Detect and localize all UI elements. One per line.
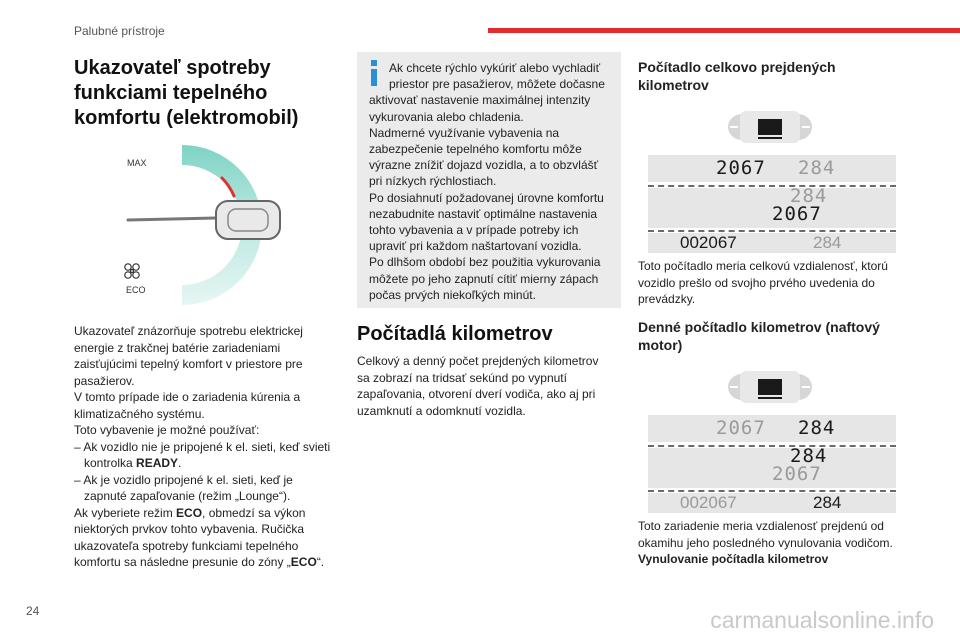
trip-odometer-heading: [638, 318, 898, 354]
odometer-line: uzamknutí a odomknutí vozidla.: [357, 403, 526, 418]
lcd-trip-stacked: 284: [790, 185, 828, 207]
lcd-total: 2067: [716, 417, 766, 439]
info-icon: [367, 60, 381, 86]
thermal-line: – Ak vozidlo nie je pripojené k el. sieti, keď svieti: [74, 439, 331, 454]
lcd-total: 2067: [716, 157, 766, 179]
thermal-line: zapnuté zapaľovanie (režim „Lounge“).: [84, 489, 291, 503]
total-odometer-text: [638, 258, 898, 308]
info-line: priestor pre pasažierov, môžete dočasne: [389, 77, 605, 92]
info-line: nezabudnite nastaviť optimálne nastavenia: [369, 206, 597, 221]
lcd-trip: 284: [798, 417, 836, 439]
trip-line: okamihu jeho posledného vynulovania vodičom.: [638, 535, 893, 550]
odometer-line: Celkový a denný počet prejdených kilometrov: [357, 354, 599, 368]
lcd-total-stacked: 2067: [772, 463, 822, 485]
info-line: Po dlhšom období bez použitia vykurovania: [369, 255, 601, 270]
info-line: výrazne znížiť dojazd vozidla, a to obzvlášť: [369, 158, 599, 173]
fan-icon: [125, 264, 139, 278]
info-line: upraviť pri každom naštartovaní vozidla.: [369, 239, 582, 254]
thermal-line: ukazovateľa spotreby funkciami tepelného: [74, 538, 299, 553]
total-line: Toto počítadlo meria celkovú vzdialenosť, ktorú: [638, 259, 888, 273]
thermal-line: Ukazovateľ znázorňuje spotrebu elektrickej: [74, 324, 303, 338]
thermal-line: kontrolka READY.: [84, 456, 182, 470]
thermal-description: [74, 323, 342, 571]
subheading-line: motor): [638, 337, 683, 353]
watermark: carmanualsonline.info: [710, 607, 934, 633]
gauge-eco-label: ECO: [126, 285, 146, 295]
instrument-cluster-icon: [728, 108, 812, 146]
odometers-section: [357, 322, 621, 419]
thermal-line: energie z trakčnej batérie zariadeniami: [74, 340, 281, 355]
odo-total-digits: 002067: [680, 233, 737, 252]
odo-total-digits: 002067: [680, 493, 737, 512]
thermal-line: Toto vybavenie je možné používať:: [74, 423, 260, 437]
info-line: Ak chcete rýchlo vykúriť alebo vychladiť: [389, 61, 601, 75]
thermal-line: komfortu sa následne presunie do zóny „ECO“.: [74, 555, 325, 569]
page-number: 24: [26, 604, 40, 618]
gauge-needle: [128, 218, 216, 220]
odometer-display-trip: [648, 415, 896, 511]
page-header-title: Palubné prístroje: [74, 24, 165, 38]
thermal-line: niektorých prvkov tohto vybavenia. Ručička: [74, 522, 305, 536]
thermal-line: klimatizačného systému.: [74, 406, 205, 421]
info-line: počas prvých niekoľkých minút.: [369, 287, 536, 302]
info-line: pri nízkych rýchlostiach.: [369, 174, 497, 189]
info-line: aktivovať nastavenie maximálnej intenzity: [369, 93, 591, 108]
info-box: [357, 52, 621, 308]
info-line: tohto vybavenia a v prípade potreby ich: [369, 223, 579, 238]
gauge-max-label: MAX: [127, 158, 147, 168]
section-heading-thermal: Ukazovateľ spotreby funkciami tepelného komfortu (elektromobil): [74, 57, 299, 129]
lcd-total-stacked: 2067: [772, 203, 822, 225]
column-thermal-gauge: [74, 56, 342, 131]
thermal-line: zaisťujúcimi tepelný komfort v priestore pre: [74, 357, 303, 371]
odometer-line: zapaľovania, otvorení dverí vodiča, ako aj pri: [357, 387, 596, 401]
trip-odometer-text: [638, 518, 900, 568]
trip-line: Toto zariadenie meria vzdialenosť prejdenú od: [638, 519, 884, 533]
odo-trip-digits: 284: [813, 233, 842, 252]
header-accent-bar: [488, 28, 960, 33]
thermal-line: V tomto prípade ide o zariadenia kúrenia a: [74, 390, 301, 404]
lcd-trip-stacked: 284: [790, 445, 828, 467]
thermal-comfort-gauge: [112, 140, 312, 310]
subheading-line: kilometrov: [638, 77, 709, 93]
total-line: prevádzky.: [638, 292, 696, 306]
thermal-line: – Ak je vozidlo pripojené k el. sieti, keď je: [74, 472, 293, 487]
thermal-line: pasažierov.: [74, 373, 135, 388]
odometer-line: sa zobrazí na tridsať sekúnd po vypnutí: [357, 370, 567, 385]
thermal-line: Ak vyberiete režim ECO, obmedzí sa výkon: [74, 505, 306, 520]
odometer-display-total: [648, 155, 896, 251]
reset-odometer-heading: Vynulovanie počítadla kilometrov: [638, 552, 829, 566]
total-line: vozidlo prešlo od svojho prvého uvedenia do: [638, 275, 875, 290]
info-line: Nadmerné využívanie vybavenia na: [369, 125, 560, 140]
section-heading-odometers: Počítadlá kilometrov: [357, 323, 553, 345]
instrument-cluster-icon: [728, 368, 812, 406]
info-line: Po dosiahnutí požadovanej úrovne komfortu: [369, 190, 604, 205]
info-line: môžete po jeho zapnutí cítiť mierny zápach: [369, 271, 599, 286]
subheading-line: Počítadlo celkovo prejdených: [638, 59, 836, 75]
gauge-hub: [216, 201, 280, 239]
odo-trip-digits: 284: [813, 493, 842, 512]
total-odometer-heading: [638, 58, 898, 94]
lcd-trip: 284: [798, 157, 836, 179]
info-line: vykurovania alebo chladenia.: [369, 109, 524, 124]
info-line: zabezpečenie tepelného komfortu môže: [369, 142, 582, 157]
subheading-line: Denné počítadlo kilometrov (naftový: [638, 319, 880, 335]
